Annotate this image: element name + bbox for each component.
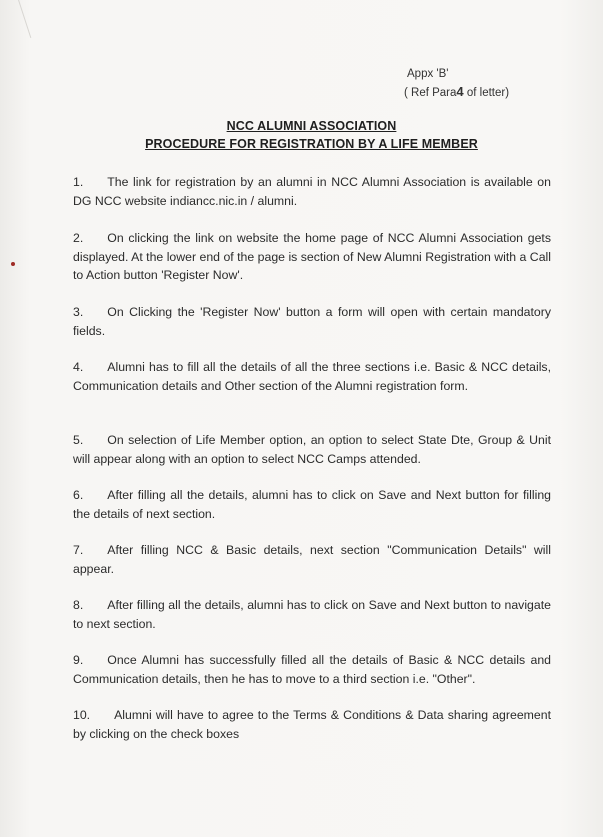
paragraph-3 bbox=[73, 303, 551, 340]
annex-ref-suffix: of letter) bbox=[466, 87, 510, 99]
annex-ref-line bbox=[404, 83, 509, 102]
paragraph-number: 4. bbox=[73, 360, 84, 374]
paragraph-number: 9. bbox=[73, 653, 84, 667]
annex-ref-prefix: ( Ref Para bbox=[404, 87, 457, 99]
paragraph-9 bbox=[73, 651, 551, 688]
paragraph-text: On Clicking the 'Register Now' button a form will open with certain mandatory fields. bbox=[73, 305, 551, 338]
paragraph-number: 3. bbox=[73, 305, 84, 319]
ink-speck bbox=[11, 262, 15, 266]
paragraph-number: 10. bbox=[73, 708, 91, 722]
paragraph-number: 2. bbox=[73, 231, 84, 245]
paragraph-4 bbox=[73, 358, 551, 395]
paragraph-text: After filling all the details, alumni has to click on Save and Next button for filling the details of next section. bbox=[73, 488, 551, 521]
paragraph-8 bbox=[73, 596, 551, 633]
paragraph-10 bbox=[73, 706, 551, 743]
paragraph-text: After filling NCC & Basic details, next section "Communication Details" will appear. bbox=[73, 543, 551, 576]
annex-label: Appx 'B' bbox=[407, 68, 449, 80]
paragraph-text: Alumni has to fill all the details of all the three sections i.e. Basic & NCC details, Communication details and Other section of the Alumni registration form. bbox=[73, 360, 551, 393]
paragraph-6 bbox=[73, 486, 551, 523]
annex-ref-number: 4 bbox=[456, 84, 464, 99]
paragraph-number: 6. bbox=[73, 488, 84, 502]
paragraph-number: 5. bbox=[73, 433, 84, 447]
paragraph-text: After filling all the details, alumni has to click on Save and Next button to navigate to next section. bbox=[73, 598, 551, 631]
document-title: NCC ALUMNI ASSOCIATION bbox=[226, 119, 397, 133]
paragraph-7 bbox=[73, 541, 551, 578]
paragraph-2 bbox=[73, 229, 551, 285]
paragraph-text: The link for registration by an alumni in NCC Alumni Association is available on DG NCC website indiancc.nic.in / alumni. bbox=[73, 175, 551, 208]
paragraph-text: Alumni will have to agree to the Terms & Conditions & Data sharing agreement by clicking on the check boxes bbox=[73, 708, 551, 741]
document-subtitle: PROCEDURE FOR REGISTRATION BY A LIFE MEMBER bbox=[145, 137, 478, 151]
paragraph-5 bbox=[73, 431, 551, 468]
paper-fold-mark bbox=[18, 0, 31, 38]
paragraph-text: On selection of Life Member option, an option to select State Dte, Group & Unit will appear along with an option to select NCC Camps attended. bbox=[73, 433, 551, 466]
paragraph-number: 1. bbox=[73, 175, 84, 189]
paragraph-1 bbox=[73, 173, 551, 210]
paragraph-number: 7. bbox=[73, 543, 84, 557]
paragraph-number: 8. bbox=[73, 598, 84, 612]
paragraph-text: Once Alumni has successfully filled all the details of Basic & NCC details and Communication details, then he has to move to a third section i.e. "Other". bbox=[73, 653, 551, 686]
annex-reference bbox=[404, 66, 510, 102]
paragraph-text: On clicking the link on website the home page of NCC Alumni Association gets displayed. At the lower end of the page is section of New Alumni Registration with a Call to Action button 'Register Now'. bbox=[73, 231, 551, 282]
